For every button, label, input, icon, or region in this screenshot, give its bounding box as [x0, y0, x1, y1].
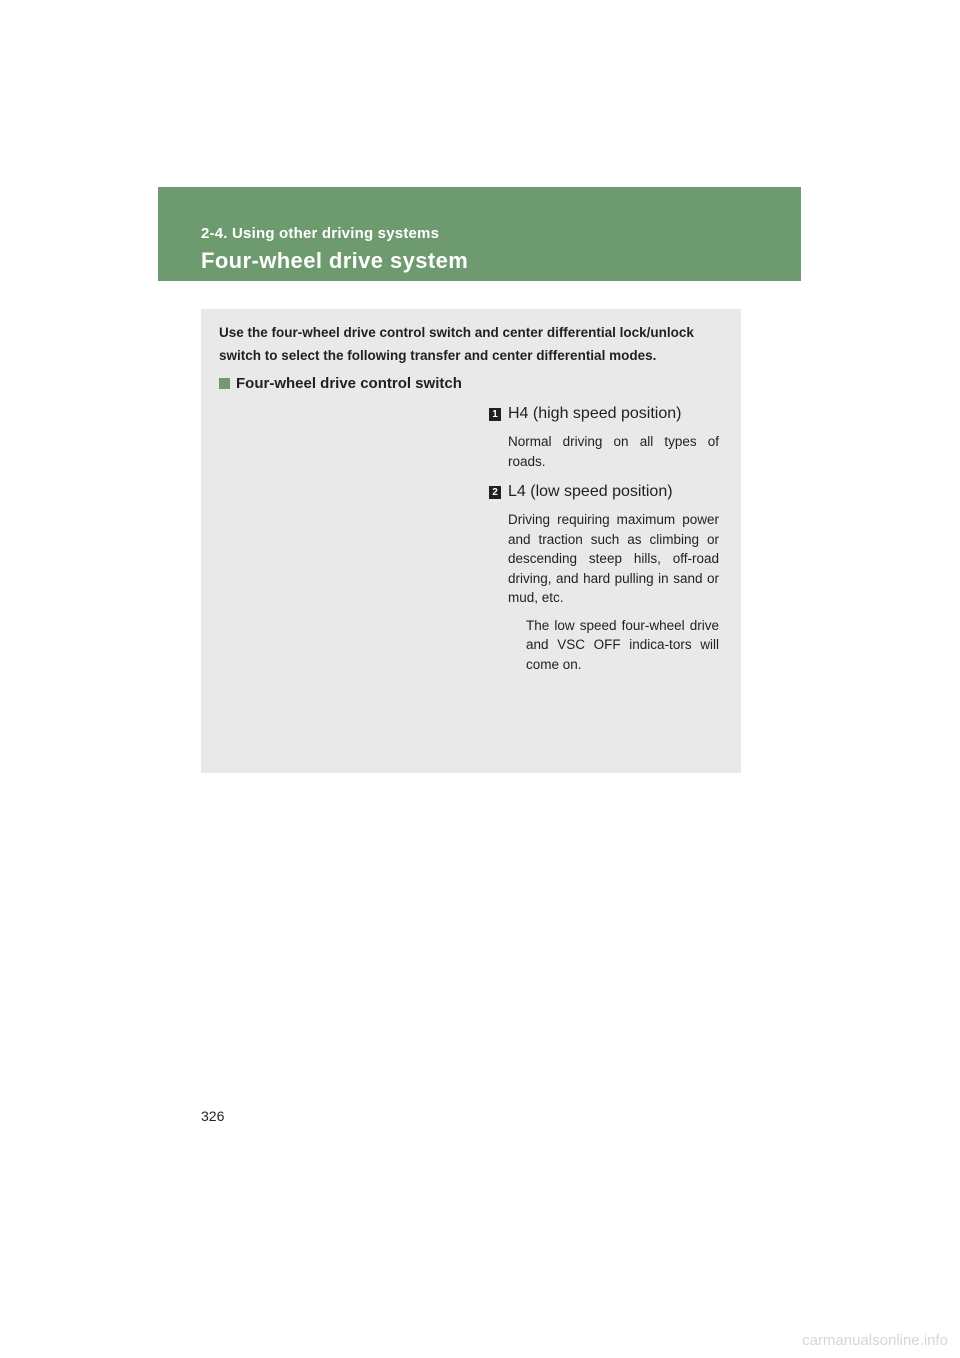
watermark: carmanualsonline.info — [802, 1332, 948, 1349]
subheading — [219, 375, 462, 392]
page-title: Four-wheel drive system — [201, 248, 469, 273]
header-band — [158, 187, 801, 281]
square-bullet-icon — [219, 378, 230, 389]
content-box — [201, 309, 741, 773]
list-item — [489, 402, 719, 471]
list-item — [489, 480, 719, 674]
item-note: The low speed four-wheel drive and VSC OFF indica-tors will come on. — [526, 617, 719, 672]
number-badge-icon: 2 — [489, 486, 501, 499]
subheading-text: Four-wheel drive control switch — [236, 375, 462, 392]
item-title: H4 (high speed position) — [508, 405, 682, 422]
item-description: Driving requiring maximum power and traction such as climbing or descending steep hills, off-road driving, and hard pulling in sand or mud, etc. — [508, 512, 719, 605]
intro-text: Use the four-wheel drive control switch and center differential lock/unlock switch to select the following transfer and center differential modes. — [219, 325, 694, 363]
number-badge-icon: 1 — [489, 408, 501, 421]
item-description: Normal driving on all types of roads. — [508, 434, 719, 469]
section-label: 2-4. Using other driving systems — [201, 225, 440, 242]
item-title: L4 (low speed position) — [508, 483, 673, 500]
page-number: 326 — [201, 1108, 225, 1124]
